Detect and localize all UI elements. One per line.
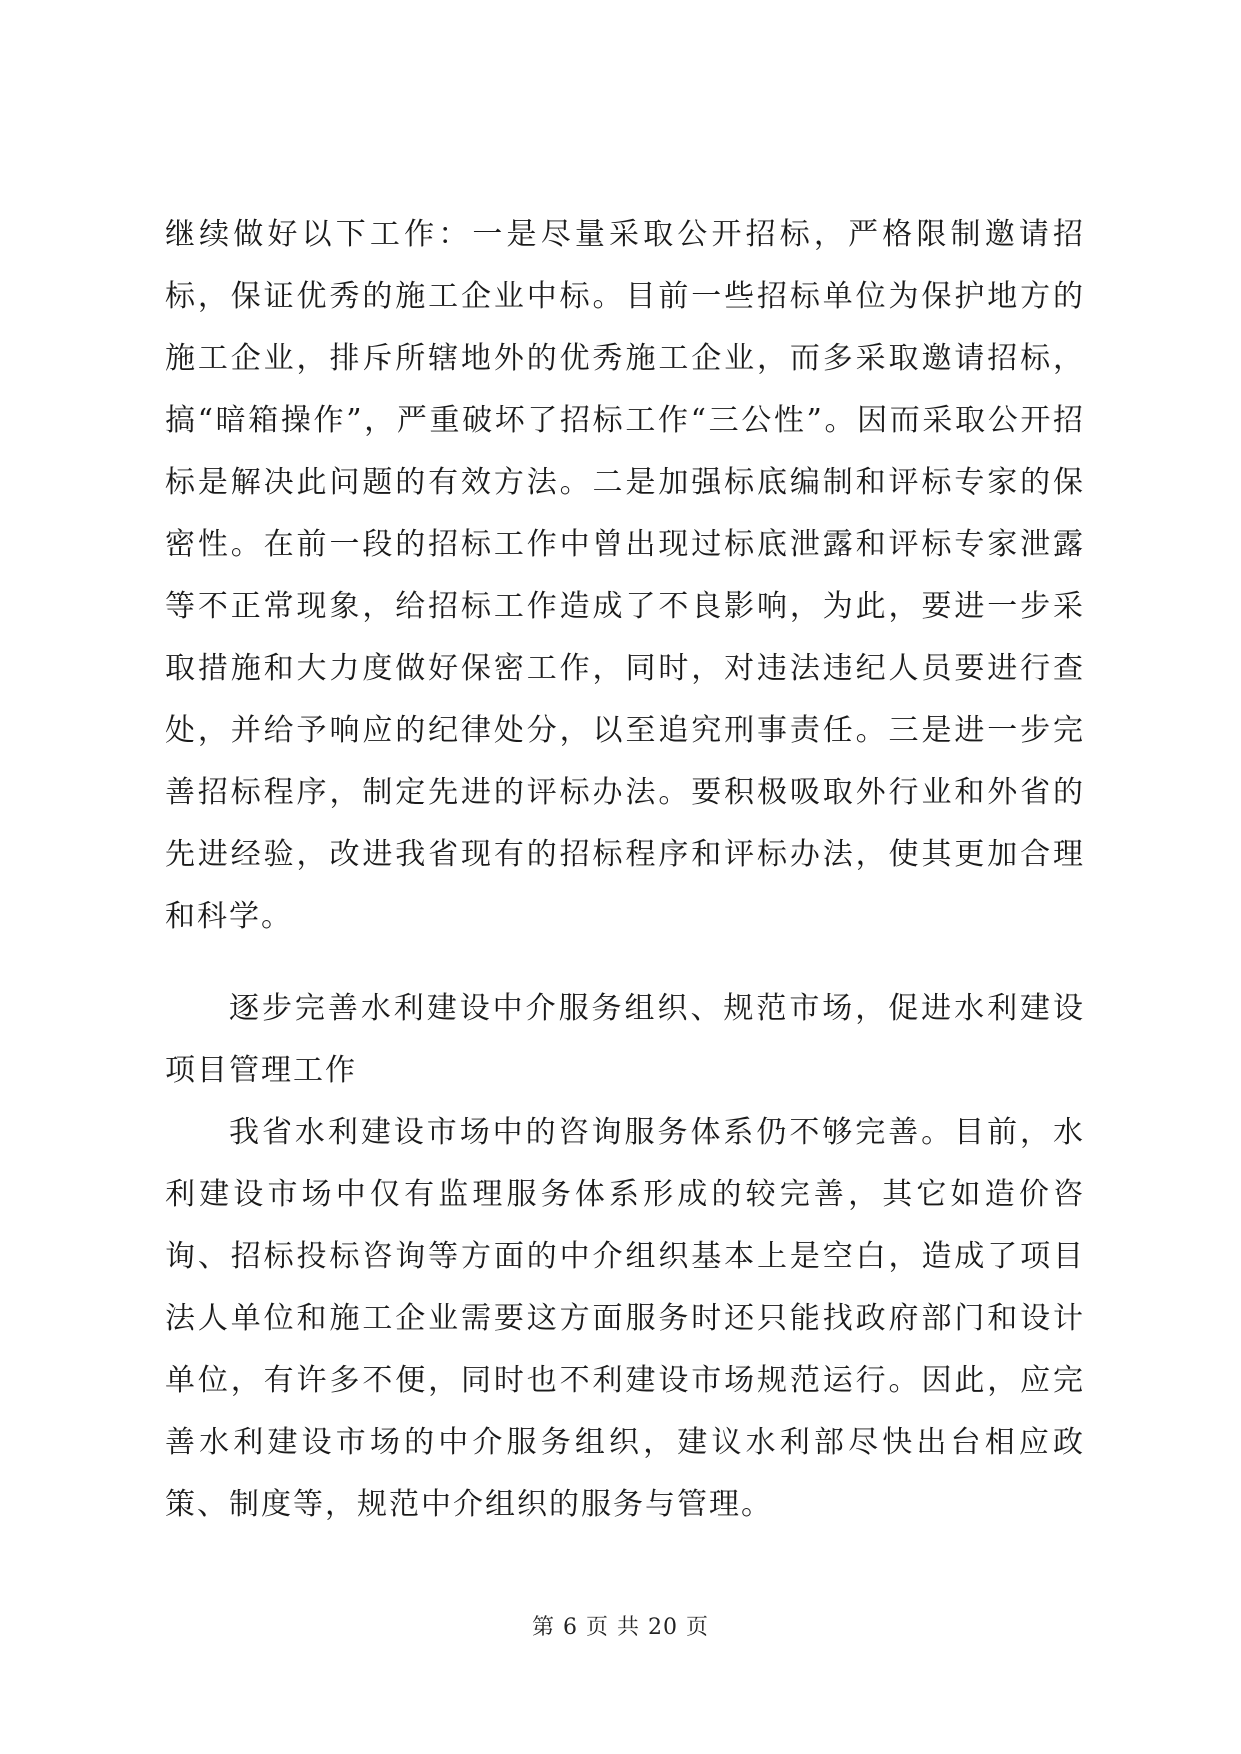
body-paragraph-2: 我省水利建设市场中的咨询服务体系仍不够完善。目前，水利建设市场中仅有监理服务体系形成的较完善，其它如造价咨询、招标投标咨询等方面的中介组织基本上是空白，造成了项目法人单位和施工企业需要这方面服务时还只能找政府部门和设计单位，有许多不便，同时也不利建设市场规范运行。因此，应完善水利建设市场的中介服务组织，建议水利部尽快出台相应政策、制度等，规范中介组织的服务与管理。 [165,1115,1085,1522]
section-heading-paragraph: 逐步完善水利建设中介服务组织、规范市场，促进水利建设项目管理工作 [165,991,1085,1088]
page-footer: 第 6 页 共 20 页 [532,1615,709,1640]
body-paragraph-1: 继续做好以下工作：一是尽量采取公开招标，严格限制邀请招标，保证优秀的施工企业中标。目前一些招标单位为保护地方的施工企业，排斥所辖地外的优秀施工企业，而多采取邀请招标，搞“暗箱操作”，严重破坏了招标工作“三公性”。因而采取公开招标是解决此问题的有效方法。二是加强标底编制和评标专家的保密性。在前一段的招标工作中曾出现过标底泄露和评标专家泄露等不正常现象，给招标工作造成了不良影响，为此，要进一步采取措施和大力度做好保密工作，同时，对违法违纪人员要进行查处，并给予响应的纪律处分，以至追究刑事责任。三是进一步完善招标程序，制定先进的评标办法。要积极吸取外行业和外省的先进经验，改进我省现有的招标程序和评标办法，使其更加合理和科学。 [165,217,1085,934]
